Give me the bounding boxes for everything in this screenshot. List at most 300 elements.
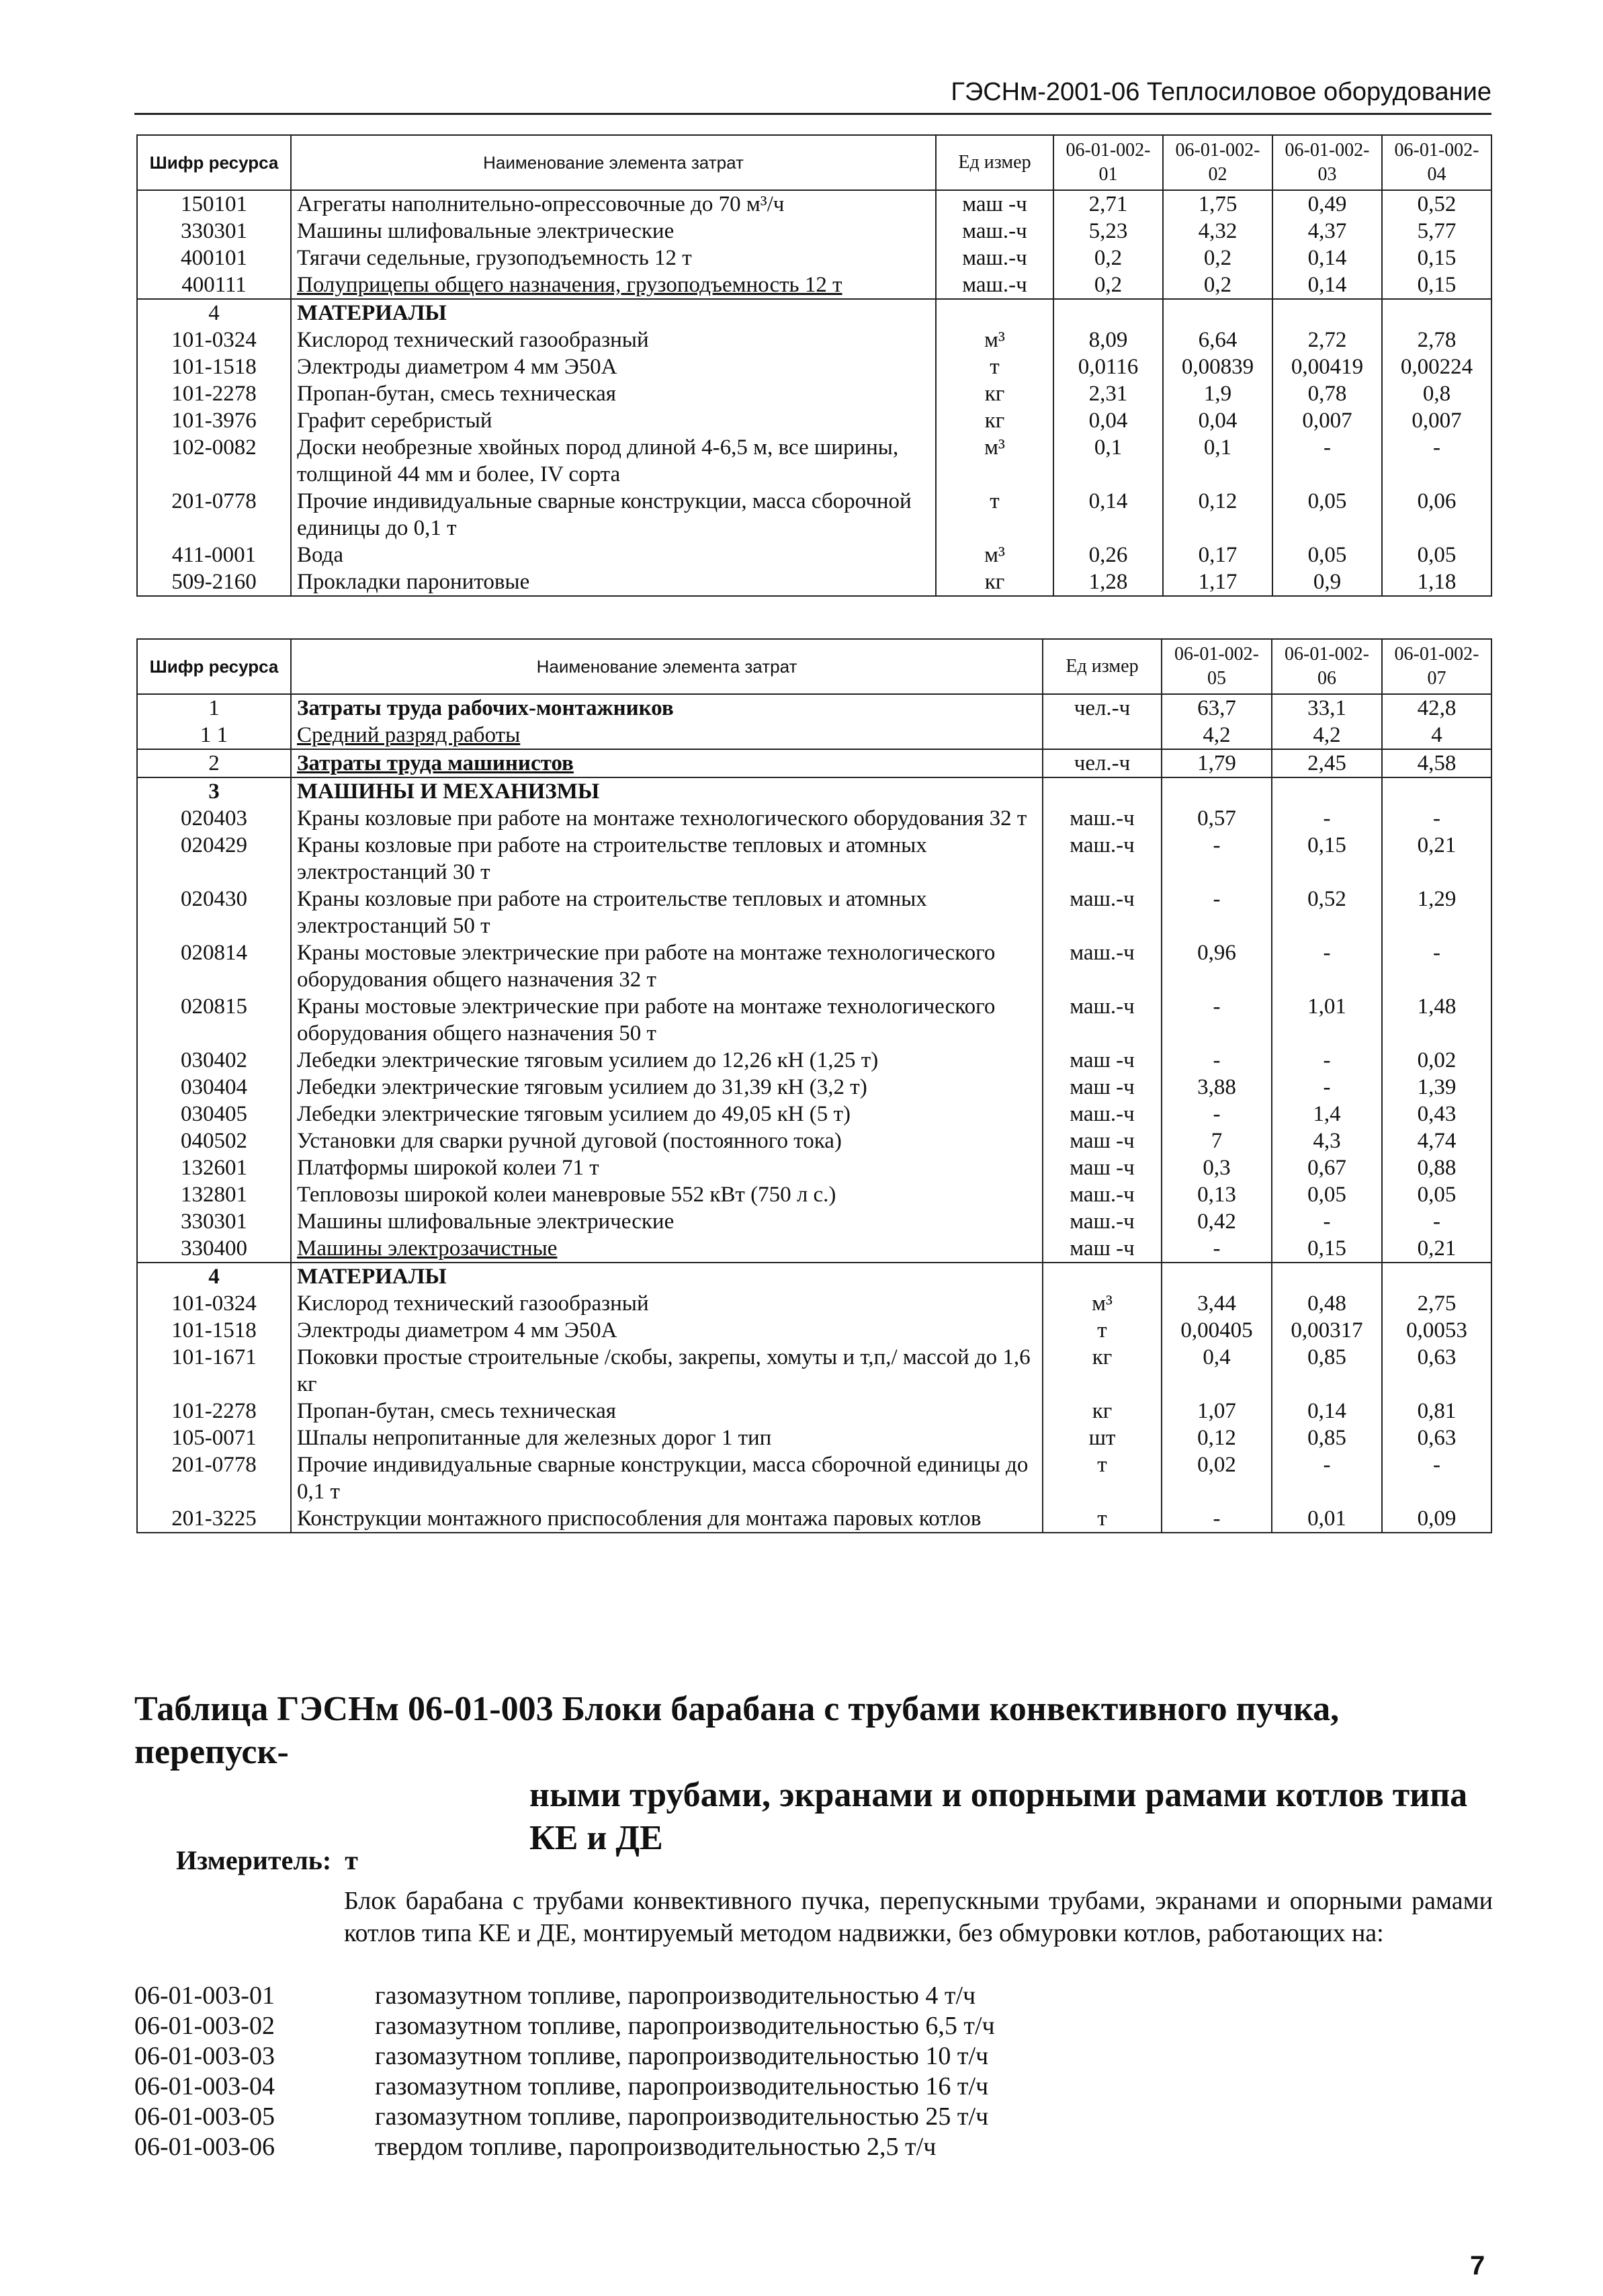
resource-value-text: 63,7	[1197, 696, 1236, 720]
resource-name	[291, 1317, 1043, 1344]
resource-value	[1272, 245, 1382, 271]
resource-value	[1382, 832, 1491, 886]
table-row	[137, 380, 1491, 407]
resource-value	[1272, 1290, 1382, 1317]
resource-value-text: 4,74	[1417, 1129, 1457, 1153]
resource-name-text: Средний разряд работы	[297, 723, 521, 747]
resource-value-text: 0,8	[1422, 382, 1451, 406]
resource-code	[137, 271, 291, 299]
resource-value-text: -	[1213, 1506, 1221, 1531]
resource-value-text: 5,77	[1417, 219, 1457, 243]
page-header	[134, 73, 1491, 115]
resource-value-text: -	[1433, 435, 1440, 460]
resource-value-text: 0,14	[1307, 273, 1347, 297]
resource-unit-text: кг	[984, 382, 1005, 406]
resource-name	[291, 542, 936, 568]
resource-code-text: 132601	[181, 1156, 247, 1180]
resource-value	[1162, 749, 1272, 777]
resource-unit	[1043, 1101, 1162, 1128]
resource-value-text: 0,2	[1203, 246, 1232, 270]
resource-code-text: 101-0324	[171, 1291, 257, 1316]
resource-code-text: 4	[208, 301, 220, 325]
resource-value	[1272, 1344, 1382, 1398]
resource-name	[291, 271, 936, 299]
resource-value	[1053, 271, 1163, 299]
table-row	[137, 1317, 1491, 1344]
resource-value	[1272, 299, 1382, 327]
resource-name	[291, 353, 936, 380]
resource-code	[137, 380, 291, 407]
resource-name	[291, 1263, 1043, 1290]
resource-value-text: 0,63	[1417, 1345, 1457, 1369]
resource-code-text: 020814	[181, 941, 247, 965]
resource-value-text: 1,01	[1307, 994, 1346, 1019]
resource-name-text: МАШИНЫ И МЕХАНИЗМЫ	[297, 779, 600, 804]
resource-code	[137, 1451, 291, 1505]
resource-value	[1382, 542, 1491, 568]
resource-unit-text: маш -ч	[1070, 1048, 1135, 1072]
resource-code-text: 030404	[181, 1075, 247, 1099]
resource-value	[1272, 722, 1382, 749]
resource-value	[1162, 1047, 1272, 1074]
resource-value-text: 4	[1431, 723, 1442, 747]
resource-value	[1162, 1101, 1272, 1128]
resource-value	[1053, 245, 1163, 271]
resource-value	[1382, 805, 1491, 832]
resource-unit	[1043, 1181, 1162, 1208]
resource-name-text: Краны козловые при работе на строительстве тепловых и атомных электростанций 50 т	[297, 887, 927, 938]
resource-value-text: 0,05	[1307, 1183, 1346, 1207]
resource-unit-text: т	[1097, 1318, 1107, 1343]
resource-code	[137, 1074, 291, 1101]
resource-unit	[1043, 993, 1162, 1047]
resource-code	[137, 777, 291, 805]
resource-value	[1162, 1235, 1272, 1263]
resource-value-text: 2,75	[1417, 1291, 1457, 1316]
resource-value	[1382, 1344, 1491, 1398]
resource-value	[1272, 380, 1382, 407]
resource-value-text: 1,18	[1417, 570, 1457, 594]
resource-value	[1382, 1317, 1491, 1344]
resource-unit-text: маш.-ч	[1070, 941, 1135, 965]
resource-name	[291, 722, 1043, 749]
table-row	[137, 886, 1491, 939]
resource-value	[1272, 805, 1382, 832]
resource-value-text: 0,85	[1307, 1426, 1346, 1450]
resource-unit	[936, 434, 1053, 488]
resource-value-text: 0,05	[1417, 1183, 1457, 1207]
resource-value	[1163, 299, 1272, 327]
resource-code-text: 330301	[181, 219, 247, 243]
resource-value	[1053, 542, 1163, 568]
resource-value	[1162, 1317, 1272, 1344]
resource-name-text: Поковки простые строительные /скобы, закрепы, хомуты и т,п,/ массой до 1,6 кг	[297, 1345, 1031, 1396]
table-row	[137, 327, 1491, 353]
resource-code-text: 020815	[181, 994, 247, 1019]
resource-value	[1272, 1101, 1382, 1128]
variant-item	[134, 2072, 995, 2102]
resource-unit	[1043, 1290, 1162, 1317]
resource-name	[291, 218, 936, 245]
resource-code	[137, 832, 291, 886]
resource-name-text: Затраты труда машинистов	[297, 751, 574, 775]
resource-value	[1162, 1074, 1272, 1101]
table-row	[137, 1235, 1491, 1263]
resource-name-text: Лебедки электрические тяговым усилием до 49,05 кН (5 т)	[297, 1102, 851, 1126]
header-col-1: 06-01-002-01	[1053, 135, 1163, 190]
resource-value-text: 1,9	[1203, 382, 1232, 406]
resource-value	[1272, 993, 1382, 1047]
resource-name-text: МАТЕРИАЛЫ	[297, 301, 447, 325]
table-row	[137, 299, 1491, 327]
resource-name-text: Прочие индивидуальные сварные конструкции, масса сборочной единицы до 0,1 т	[297, 1453, 1029, 1504]
resource-value	[1382, 1451, 1491, 1505]
header-code: Шифр ресурса	[137, 135, 291, 190]
table-row	[137, 1074, 1491, 1101]
resource-value	[1163, 488, 1272, 542]
resource-unit	[1043, 777, 1162, 805]
resource-code-text: 101-0324	[171, 328, 257, 352]
table-row	[137, 1344, 1491, 1398]
resource-value	[1382, 190, 1491, 218]
resource-code-text: 030405	[181, 1102, 247, 1126]
resource-value	[1272, 1317, 1382, 1344]
resource-value	[1163, 353, 1272, 380]
resource-value	[1382, 1398, 1491, 1425]
resource-value-text: 0,17	[1198, 543, 1238, 567]
resource-value-text: 0,81	[1417, 1399, 1457, 1423]
measurer-value: т	[345, 1845, 358, 1875]
resource-unit	[1043, 1263, 1162, 1290]
resource-value-text: 3,88	[1197, 1075, 1236, 1099]
resource-value	[1272, 353, 1382, 380]
resource-code-text: 150101	[181, 192, 247, 216]
table-row	[137, 1208, 1491, 1235]
resource-name-text: Прокладки паронитовые	[297, 570, 530, 594]
resource-code-text: 201-0778	[171, 489, 257, 513]
resource-name	[291, 1128, 1043, 1154]
resource-value-text: 0,2	[1203, 273, 1232, 297]
resource-value	[1382, 1047, 1491, 1074]
resource-name-text: Шпалы непропитанные для железных дорог 1 тип	[297, 1426, 772, 1450]
resource-value	[1053, 327, 1163, 353]
resource-name-text: Машины шлифовальные электрические	[297, 1209, 675, 1234]
resource-name-text: Лебедки электрические тяговым усилием до 31,39 кН (3,2 т)	[297, 1075, 867, 1099]
resource-code-text: 101-1518	[171, 355, 257, 379]
resource-value-text: 2,45	[1307, 751, 1346, 775]
resource-code	[137, 1290, 291, 1317]
resource-value-text: 0,00224	[1400, 355, 1473, 379]
table-row	[137, 1154, 1491, 1181]
resource-name-text: Конструкции монтажного приспособления для монтажа паровых котлов	[297, 1506, 982, 1531]
resource-value-text: 0,02	[1197, 1453, 1236, 1477]
resource-name	[291, 245, 936, 271]
resource-value	[1163, 245, 1272, 271]
resource-name-text: Агрегаты наполнительно-опрессовочные до 70 м³/ч	[297, 192, 785, 216]
resource-unit-text: маш.-ч	[1070, 1102, 1135, 1126]
resource-value	[1382, 1208, 1491, 1235]
resource-unit	[1043, 1398, 1162, 1425]
resource-value	[1163, 327, 1272, 353]
resource-value	[1382, 1154, 1491, 1181]
resource-value-text: 0,01	[1307, 1506, 1346, 1531]
resource-value	[1382, 568, 1491, 596]
resource-value	[1162, 993, 1272, 1047]
resource-value	[1163, 218, 1272, 245]
resource-unit-text: маш.-ч	[1070, 994, 1135, 1019]
resource-unit	[1043, 832, 1162, 886]
table-row	[137, 407, 1491, 434]
resource-value-text: 0,78	[1307, 382, 1347, 406]
resource-value-text: 0,52	[1307, 887, 1346, 911]
resource-value-text: 0,63	[1417, 1426, 1457, 1450]
resource-value	[1272, 488, 1382, 542]
resource-name	[291, 939, 1043, 993]
resource-value-text: 1,48	[1417, 994, 1457, 1019]
resource-code-text: 509-2160	[171, 570, 257, 594]
resource-value	[1382, 993, 1491, 1047]
resource-value	[1162, 777, 1272, 805]
resource-value	[1163, 434, 1272, 488]
resource-unit-text: маш.-ч	[962, 246, 1027, 270]
resource-name-text: Лебедки электрические тяговым усилием до 12,26 кН (1,25 т)	[297, 1048, 879, 1072]
resource-name	[291, 190, 936, 218]
resource-unit	[936, 380, 1053, 407]
resource-value	[1163, 568, 1272, 596]
resource-code	[137, 353, 291, 380]
variant-item	[134, 2102, 995, 2132]
resource-unit	[1043, 722, 1162, 749]
resource-value	[1163, 271, 1272, 299]
table-row	[137, 1128, 1491, 1154]
resource-name	[291, 1344, 1043, 1398]
table-row	[137, 434, 1491, 488]
resource-value-text: 0,4	[1203, 1345, 1231, 1369]
resource-name-text: Доски необрезные хвойных пород длиной 4-6,5 м, все ширины, толщиной 44 мм и более, IV сорта	[297, 435, 899, 486]
resource-unit	[936, 299, 1053, 327]
resource-unit-text: маш -ч	[962, 192, 1027, 216]
resource-unit	[936, 190, 1053, 218]
resource-value-text: 0,15	[1417, 273, 1457, 297]
resource-value-text: 42,8	[1417, 696, 1457, 720]
resource-value-text: 0,14	[1088, 489, 1128, 513]
resource-value-text: 0,007	[1412, 409, 1462, 433]
resource-unit-text: кг	[1092, 1399, 1113, 1423]
variant-text: твердом топливе, паропроизводительностью 2,5 т/ч	[375, 2133, 937, 2161]
resource-value	[1382, 1263, 1491, 1290]
table-row	[137, 245, 1491, 271]
resource-unit-text: кг	[984, 570, 1005, 594]
resource-value	[1272, 832, 1382, 886]
resource-value-text: 0,49	[1307, 192, 1347, 216]
resource-name	[291, 1451, 1043, 1505]
resource-code-text: 201-0778	[171, 1453, 257, 1477]
resource-value	[1382, 488, 1491, 542]
resource-code	[137, 1425, 291, 1451]
resource-name-text: Машины электрозачистные	[297, 1236, 558, 1261]
table-row	[137, 190, 1491, 218]
resource-name	[291, 886, 1043, 939]
resource-value	[1163, 380, 1272, 407]
resource-value-text: 4,58	[1417, 751, 1457, 775]
resource-value	[1162, 1154, 1272, 1181]
resource-value	[1272, 1263, 1382, 1290]
resource-value-text: 0,00405	[1180, 1318, 1253, 1343]
resource-value	[1162, 1398, 1272, 1425]
resource-value-text: -	[1323, 1048, 1331, 1072]
resource-code	[137, 805, 291, 832]
resource-unit	[1043, 1208, 1162, 1235]
resource-value-text: 0,05	[1307, 489, 1347, 513]
resource-value-text: 0,9	[1313, 570, 1342, 594]
resource-value	[1382, 434, 1491, 488]
resource-value-text: 0,48	[1307, 1291, 1346, 1316]
resource-value-text: 1,17	[1198, 570, 1238, 594]
resource-value-text: 0,007	[1302, 409, 1352, 433]
table-row	[137, 722, 1491, 749]
resource-value	[1382, 299, 1491, 327]
variant-code: 06-01-003-03	[134, 2042, 275, 2070]
resource-name	[291, 1398, 1043, 1425]
table-row	[137, 939, 1491, 993]
resource-value	[1162, 805, 1272, 832]
header-col-5: 06-01-002-05	[1162, 639, 1272, 694]
resource-value-text: -	[1323, 941, 1331, 965]
resource-name-text: Кислород технический газообразный	[297, 1291, 649, 1316]
resource-value	[1162, 886, 1272, 939]
resource-name	[291, 1425, 1043, 1451]
resource-value-text: 4,32	[1198, 219, 1238, 243]
resource-code	[137, 1154, 291, 1181]
resource-table-2	[136, 638, 1492, 1533]
resource-value-text: 0,00419	[1291, 355, 1364, 379]
resource-value-text: -	[1213, 1102, 1221, 1126]
resource-value	[1272, 1154, 1382, 1181]
resource-unit-text: кг	[1092, 1345, 1113, 1369]
resource-code-text: 2	[208, 751, 220, 775]
resource-code-text: 330301	[181, 1209, 247, 1234]
resource-unit	[1043, 1317, 1162, 1344]
resource-unit	[1043, 1154, 1162, 1181]
resource-value	[1162, 1128, 1272, 1154]
resource-code	[137, 1235, 291, 1263]
resource-name	[291, 832, 1043, 886]
resource-value	[1272, 1128, 1382, 1154]
resource-name-text: Установки для сварки ручной дуговой (постоянного тока)	[297, 1129, 842, 1153]
resource-value-text: 1,29	[1417, 887, 1457, 911]
resource-value-text: 0,26	[1088, 543, 1128, 567]
resource-code	[137, 245, 291, 271]
resource-value	[1272, 1398, 1382, 1425]
resource-value	[1382, 407, 1491, 434]
table-1-body	[137, 190, 1491, 596]
resource-value	[1162, 722, 1272, 749]
resource-value-text: 1,79	[1197, 751, 1236, 775]
resource-value-text: 0,2	[1094, 273, 1123, 297]
resource-value	[1272, 749, 1382, 777]
resource-name-text: Затраты труда рабочих-монтажников	[297, 696, 674, 720]
header-unit: Ед измер	[936, 135, 1053, 190]
resource-value	[1163, 190, 1272, 218]
resource-unit-text: маш.-ч	[962, 273, 1027, 297]
resource-unit	[1043, 694, 1162, 722]
resource-code-text: 020429	[181, 833, 247, 857]
resource-value-text: 0,15	[1307, 833, 1346, 857]
resource-unit-text: маш.-ч	[1070, 887, 1135, 911]
variant-text: газомазутном топливе, паропроизводительностью 16 т/ч	[375, 2072, 989, 2100]
resource-value	[1162, 1505, 1272, 1533]
resource-value-text: 0,05	[1307, 543, 1347, 567]
table-row	[137, 488, 1491, 542]
table-row	[137, 1263, 1491, 1290]
variant-text: газомазутном топливе, паропроизводительностью 6,5 т/ч	[375, 2012, 995, 2040]
variant-text: газомазутном топливе, паропроизводительностью 4 т/ч	[375, 1982, 976, 2010]
resource-code-text: 201-3225	[171, 1506, 257, 1531]
resource-code	[137, 886, 291, 939]
resource-unit	[936, 327, 1053, 353]
resource-value	[1382, 1128, 1491, 1154]
resource-unit	[936, 407, 1053, 434]
resource-value-text: 0,0053	[1406, 1318, 1467, 1343]
resource-value-text: 6,64	[1198, 328, 1238, 352]
table-row	[137, 832, 1491, 886]
resource-code-text: 101-1518	[171, 1318, 257, 1343]
resource-value	[1382, 380, 1491, 407]
resource-value-text: -	[1213, 1048, 1221, 1072]
header-col-4: 06-01-002-04	[1382, 135, 1491, 190]
resource-name-text: Полуприцепы общего назначения, грузоподъемность 12 т	[297, 273, 842, 297]
resource-value	[1382, 1425, 1491, 1451]
resource-unit	[936, 488, 1053, 542]
table-row	[137, 1398, 1491, 1425]
resource-name	[291, 749, 1043, 777]
resource-value	[1162, 1451, 1272, 1505]
measurer	[176, 1844, 358, 1876]
resource-name-text: Краны козловые при работе на монтаже технологического оборудования 32 т	[297, 806, 1027, 831]
resource-unit	[936, 542, 1053, 568]
resource-unit	[936, 271, 1053, 299]
resource-unit	[936, 353, 1053, 380]
resource-value-text: 0,06	[1417, 489, 1457, 513]
resource-value	[1053, 353, 1163, 380]
resource-value	[1162, 1208, 1272, 1235]
resource-unit	[1043, 1451, 1162, 1505]
table-row	[137, 353, 1491, 380]
resource-name	[291, 488, 936, 542]
resource-code	[137, 299, 291, 327]
variant-item	[134, 2132, 995, 2162]
resource-code-text: 101-2278	[171, 1399, 257, 1423]
resource-value	[1272, 434, 1382, 488]
resource-value	[1162, 1181, 1272, 1208]
table-row	[137, 1425, 1491, 1451]
resource-unit-text: т	[1097, 1506, 1107, 1531]
resource-unit-text: т	[1097, 1453, 1107, 1477]
resource-code-text: 3	[208, 779, 220, 804]
resource-unit	[1043, 805, 1162, 832]
variant-item	[134, 2011, 995, 2041]
resource-value	[1382, 1101, 1491, 1128]
resource-code-text: 400101	[181, 246, 247, 270]
resource-name	[291, 1074, 1043, 1101]
resource-value-text: -	[1213, 887, 1221, 911]
resource-unit-text: кг	[984, 409, 1005, 433]
resource-value-text: -	[1323, 1075, 1331, 1099]
resource-value	[1053, 434, 1163, 488]
table-row	[137, 1047, 1491, 1074]
resource-name-text: Кислород технический газообразный	[297, 328, 649, 352]
resource-value	[1272, 1425, 1382, 1451]
